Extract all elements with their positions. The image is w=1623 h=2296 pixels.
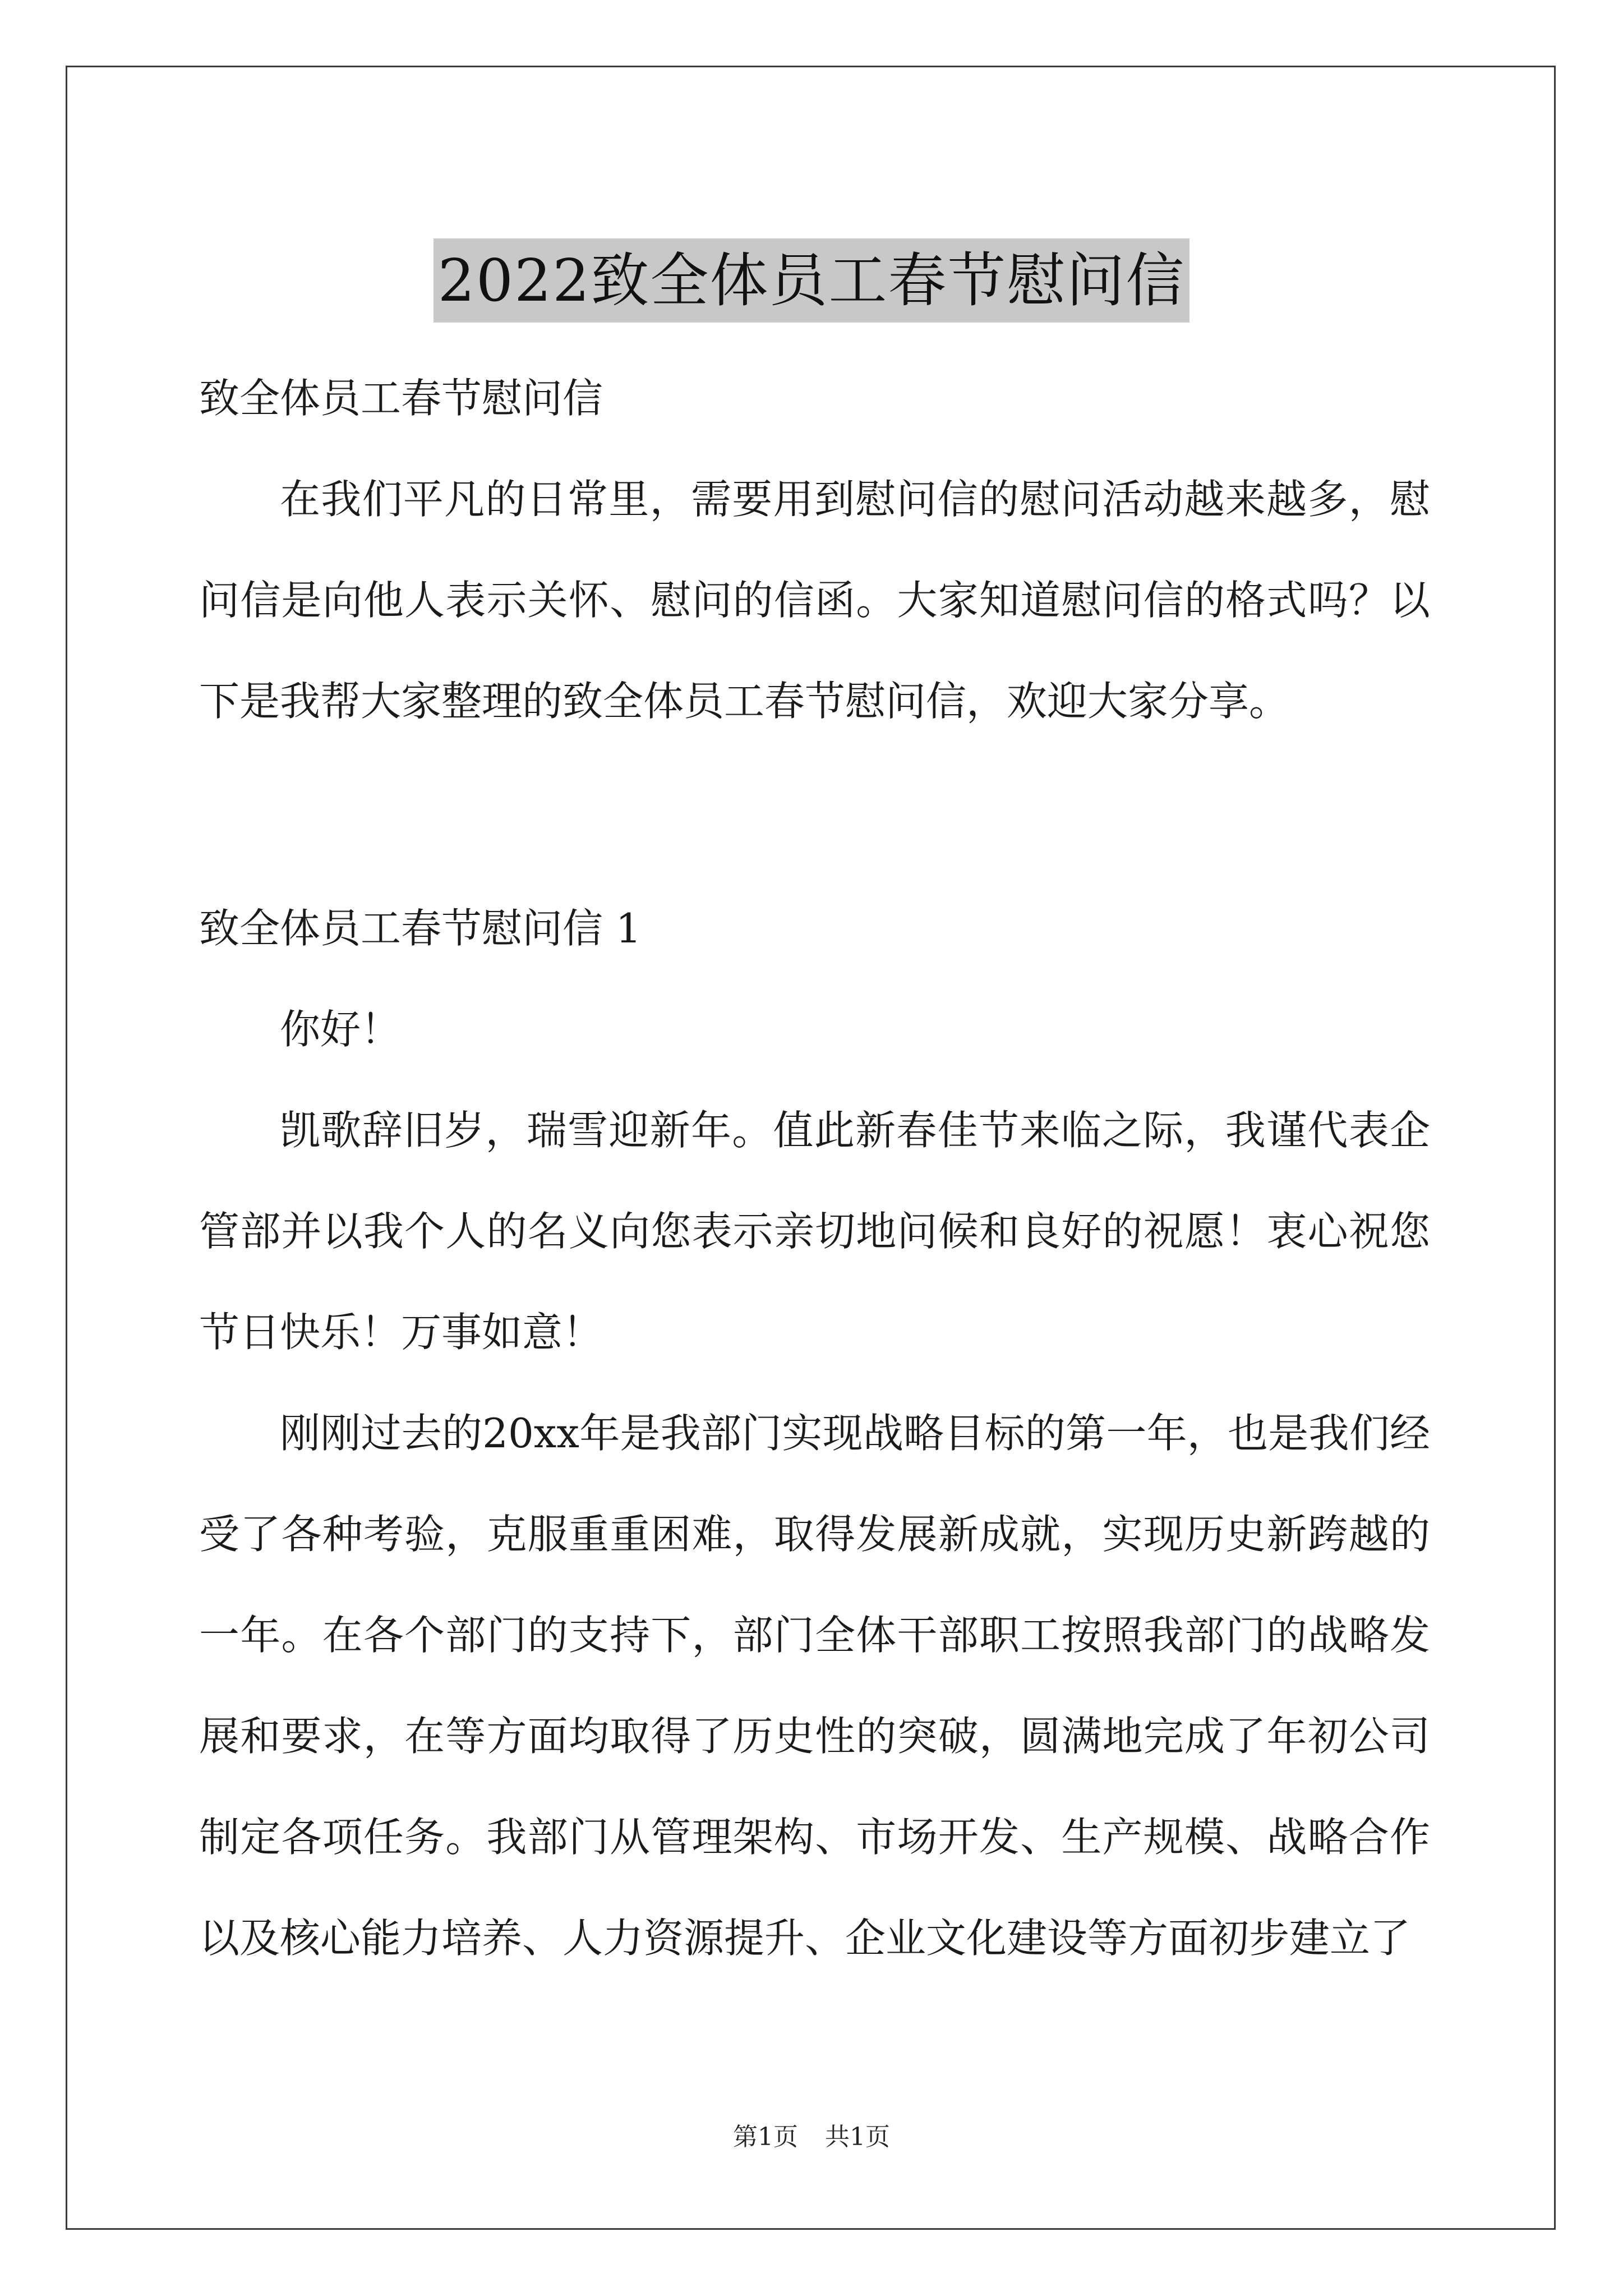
greeting-text: 你好！ — [280, 1006, 402, 1053]
intro-paragraph: 在我们平凡的日常里，需要用到慰问信的慰问活动越来越多，慰问信是向他人表示关怀、慰问的信函。大家知道慰问信的格式吗？以下是我帮大家整理的致全体员工春节慰问信，欢迎大家分享。 — [199, 476, 1430, 725]
document-subtitle: 致全体员工春节慰问信 — [199, 375, 603, 422]
body-paragraph-1: 凯歌辞旧岁，瑞雪迎新年。值此新春佳节来临之际，我谨代表企管部并以我个人的名义向您表示亲切地问候和良好的祝愿！衷心祝您节日快乐！万事如意！ — [199, 1107, 1430, 1356]
page-total: 共1页 — [825, 2123, 890, 2151]
section-heading: 致全体员工春节慰问信 1 — [199, 905, 642, 952]
page-number: 第1页 — [733, 2123, 798, 2151]
document-title: 2022致全体员工春节慰问信 — [434, 238, 1190, 323]
body-paragraph-2: 刚刚过去的20xx年是我部门实现战略目标的第一年，也是我们经受了各种考验，克服重重困难，取得发展新成就，实现历史新跨越的一年。在各个部门的支持下，部门全体干部职工按照我部门的战略发展和要求，在等方面均取得了历史性的突破，圆满地完成了年初公司制定各项任务。我部门从管理架构、市场开发、生产规模、战略合作以及核心能力培养、人力资源提升、企业文化建设等方面初步建立了 — [199, 1410, 1430, 1962]
page-footer — [0, 2120, 1623, 2154]
title-area — [0, 199, 1623, 361]
